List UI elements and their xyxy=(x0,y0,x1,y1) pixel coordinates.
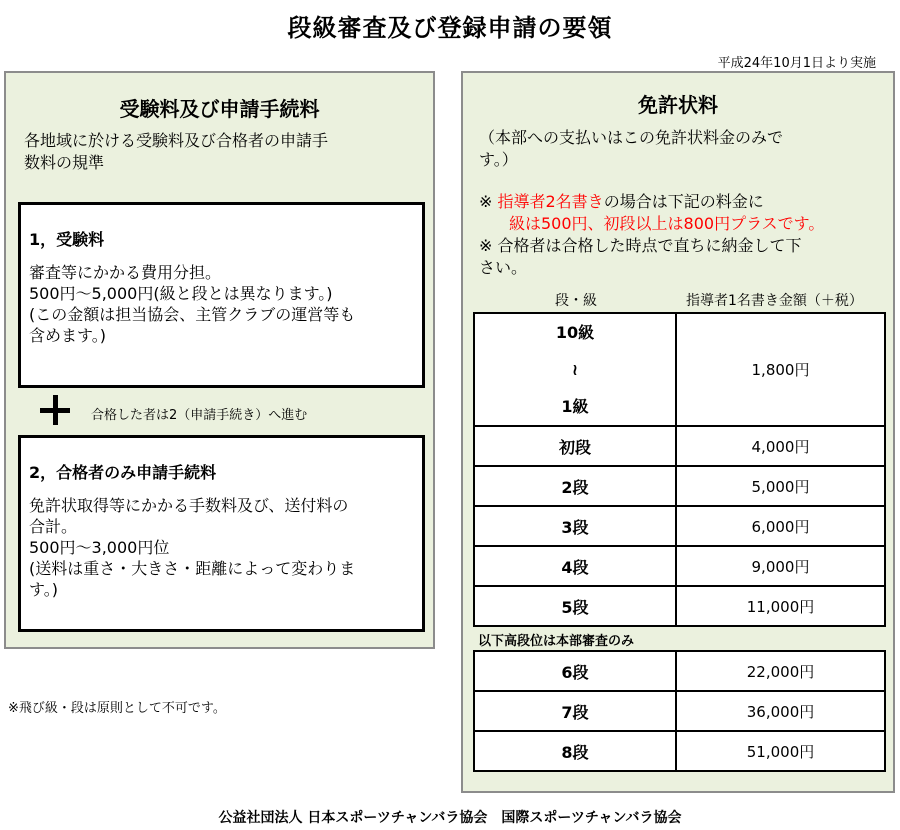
exam-fee-heading: 1，受験料 xyxy=(29,230,105,249)
two-instructor-notice: ※ 指導者2名書きの場合は下記の料金に 級は500円、初段以上は800円プラスです。 xyxy=(479,192,825,233)
exam-fee-intro: 各地域に於ける受験料及び合格者の申請手 数料の規準 xyxy=(24,131,329,172)
table-row xyxy=(474,651,885,691)
application-fee-heading: 2，合格者のみ申請手続料 xyxy=(29,463,217,482)
grade-cell: 5段 xyxy=(474,586,676,626)
higher-rank-note: 以下高段位は本部審査のみ xyxy=(478,634,635,649)
table-row xyxy=(474,426,885,466)
amount-cell: 1,800円 xyxy=(676,313,885,426)
amount-cell: 6,000円 xyxy=(676,506,885,546)
skip-grade-note: ※飛び級・段は原則として不可です。 xyxy=(8,701,226,716)
amount-cell: 9,000円 xyxy=(676,546,885,586)
exam-fee-line: (この金額は担当協会、主管クラブの運営等も xyxy=(29,305,356,324)
grade-cell: 2段 xyxy=(474,466,676,506)
exam-fee-line: 審査等にかかる費用分担。 xyxy=(29,263,222,282)
grade-range-cell: 10級 ≀ 1級 xyxy=(474,313,676,426)
table-row xyxy=(474,313,885,426)
table-row xyxy=(474,691,885,731)
amount-cell: 51,000円 xyxy=(676,731,885,771)
application-fee-line: 免許状取得等にかかる手数料及び、送付料の xyxy=(29,496,349,515)
effective-date: 平成24年10月1日より実施 xyxy=(717,56,876,71)
license-fee-table xyxy=(473,312,886,627)
payment-notice: ※ 合格者は合格した時点で直ちに納金して下 さい。 xyxy=(479,236,802,277)
plus-note: 合格した者は2（申請手続き）へ進む xyxy=(91,408,308,423)
table-row xyxy=(474,586,885,626)
amount-cell: 36,000円 xyxy=(676,691,885,731)
application-fee-line: 合計。 xyxy=(29,517,78,536)
wave-dash-icon: ≀ xyxy=(572,360,578,379)
grade-cell: 3段 xyxy=(474,506,676,546)
license-fee-panel-title: 免許状料 xyxy=(638,93,718,117)
higher-rank-fee-table xyxy=(473,650,886,772)
application-fee-line: す。) xyxy=(29,580,58,599)
grade-cell: 6段 xyxy=(474,651,676,691)
table-row xyxy=(474,731,885,771)
amount-cell: 5,000円 xyxy=(676,466,885,506)
plus-icon xyxy=(40,395,70,425)
amount-column-header: 指導者1名書き金額（＋税） xyxy=(686,293,863,309)
amount-cell: 22,000円 xyxy=(676,651,885,691)
amount-cell: 4,000円 xyxy=(676,426,885,466)
exam-fee-box xyxy=(18,202,425,388)
application-fee-box xyxy=(18,435,425,632)
organization-footer: 公益社団法人 日本スポーツチャンバラ協会 国際スポーツチャンバラ協会 xyxy=(218,810,682,826)
grade-cell: 初段 xyxy=(474,426,676,466)
exam-fee-panel-title: 受験料及び申請手続料 xyxy=(119,97,320,121)
grade-cell: 8段 xyxy=(474,731,676,771)
application-fee-line: (送料は重さ・大きさ・距離によって変わりま xyxy=(29,559,356,578)
exam-fee-panel xyxy=(4,71,435,649)
table-row xyxy=(474,546,885,586)
table-row xyxy=(474,506,885,546)
license-fee-intro: （本部への支払いはこの免許状料金のみで す。） xyxy=(479,128,784,169)
page-title: 段級審査及び登録申請の要領 xyxy=(287,14,613,42)
grade-column-header: 段・級 xyxy=(555,293,597,309)
application-fee-line: 500円～3,000円位 xyxy=(29,538,170,557)
grade-cell: 4段 xyxy=(474,546,676,586)
table-row xyxy=(474,466,885,506)
grade-cell: 7段 xyxy=(474,691,676,731)
exam-fee-line: 500円～5,000円(級と段とは異なります。) xyxy=(29,284,333,303)
amount-cell: 11,000円 xyxy=(676,586,885,626)
exam-fee-line: 含めます。) xyxy=(29,326,106,345)
